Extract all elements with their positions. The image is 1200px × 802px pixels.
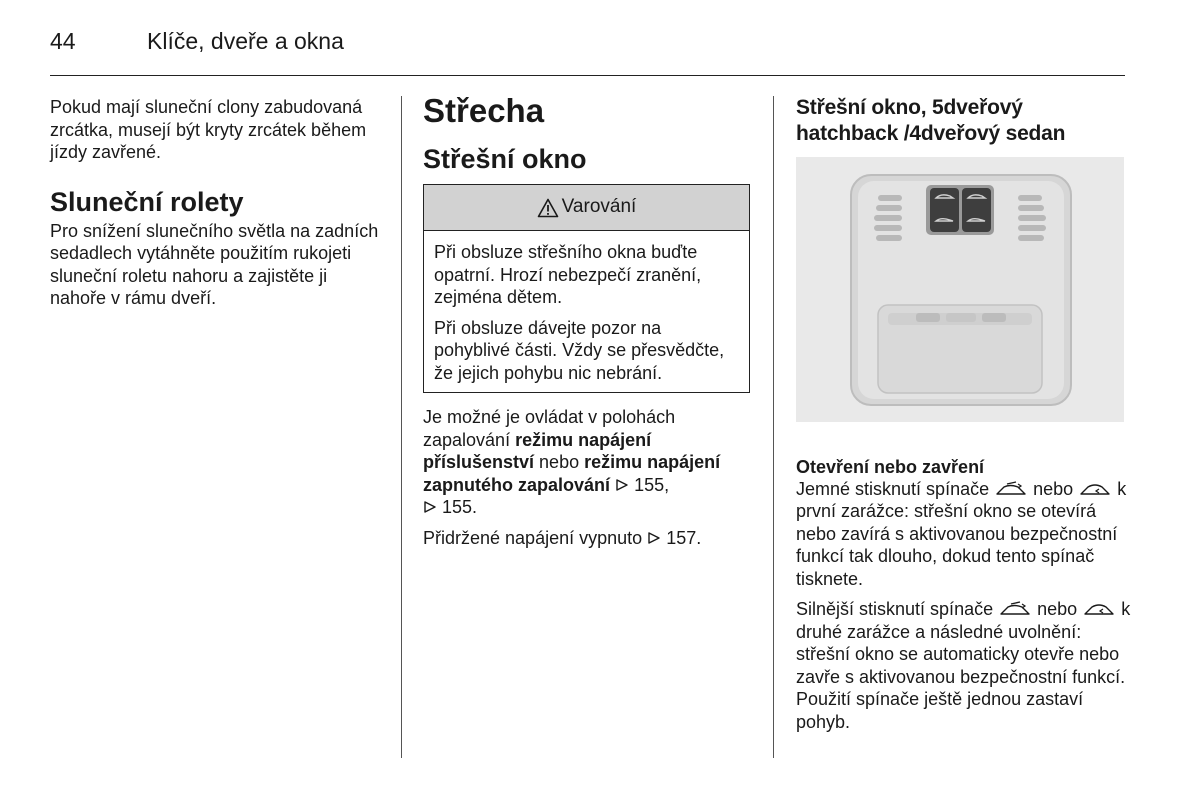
warning-title: Varování bbox=[561, 196, 637, 218]
column-divider bbox=[401, 96, 402, 758]
sunroof-open-icon bbox=[998, 601, 1032, 617]
column-2 bbox=[423, 92, 753, 557]
retained-power-text: Přidržené napájení vypnuto 157. bbox=[423, 527, 702, 548]
column-3 bbox=[796, 96, 1131, 741]
page-reference-arrow-icon bbox=[647, 531, 661, 545]
overhead-console-photo bbox=[796, 157, 1124, 422]
page-reference-link[interactable]: 155. bbox=[442, 497, 478, 517]
page-header bbox=[50, 26, 1125, 76]
sunroof-variant-heading: Střešní okno, 5dveřový hatchback /4dveřový sedan bbox=[796, 96, 1066, 145]
sun-visor-mirror-text: Pokud mají sluneční clony zabudovaná zrcátka, musejí být kryty zrcátek během jízdy zavřené. bbox=[50, 97, 367, 162]
chapter-title: Klíče, dveře a okna bbox=[147, 28, 344, 54]
warning-header bbox=[424, 185, 749, 231]
sunblinds-text: Pro snížení slunečního světla na zadních sedadlech vytáhněte použitím rukojeti sluneční roletu nahoru a zajistěte ji nahoře v rámu dveří. bbox=[50, 220, 379, 308]
light-press-text: Jemné stisknutí spínače nebo k první zarážce: střešní okno se otevírá nebo zavírá s aktivovanou bezpečnostní funkcí tak dlouho, dokud tento spínač tisknete. bbox=[796, 478, 1127, 589]
page-number: 44 bbox=[50, 28, 76, 54]
page-reference-link[interactable]: 157. bbox=[666, 527, 702, 548]
sunroof-heading: Střešní okno bbox=[423, 144, 587, 174]
sunroof-open-icon bbox=[994, 481, 1028, 497]
sunroof-close-icon bbox=[1082, 601, 1116, 617]
sunroof-close-icon bbox=[1078, 481, 1112, 497]
column-1 bbox=[50, 96, 385, 318]
roof-heading: Střecha bbox=[423, 92, 545, 129]
sunblinds-heading: Sluneční rolety bbox=[50, 186, 244, 217]
page-reference-arrow-icon bbox=[615, 478, 629, 492]
warning-text-2: Při obsluze dávejte pozor na pohyblivé části. Vždy se přesvědčte, že jejich pohybu nic nebrání. bbox=[434, 317, 725, 383]
column-divider bbox=[773, 96, 774, 758]
ignition-modes-text: Je možné je ovládat v polohách zapalování režimu napájení příslušenství nebo režimu napájení zapnutého zapalování 155, 155. bbox=[423, 407, 721, 517]
accessory-mode-term: režimu napájení příslušenství bbox=[423, 429, 652, 472]
page-reference-arrow-icon bbox=[423, 500, 437, 514]
warning-triangle-icon bbox=[537, 198, 559, 218]
open-close-heading: Otevření nebo zavření bbox=[796, 456, 985, 477]
ignition-on-mode-term: režimu napájení zapnutého zapalování bbox=[423, 452, 721, 495]
page-reference-link[interactable]: 155, bbox=[634, 474, 670, 495]
warning-box bbox=[423, 184, 750, 393]
warning-body bbox=[424, 231, 749, 392]
warning-text-1: Při obsluze střešního okna buďte opatrní. Hrozí nebezpečí zranění, zejména dětem. bbox=[434, 242, 702, 307]
firm-press-text: Silnější stisknutí spínače nebo k druhé zarážce a následné uvolnění: střešní okno se automaticky otevře nebo zavře s aktivovanou bezpečnostní funkcí. Použití spínače ještě jednou zastaví pohyb. bbox=[796, 599, 1131, 732]
